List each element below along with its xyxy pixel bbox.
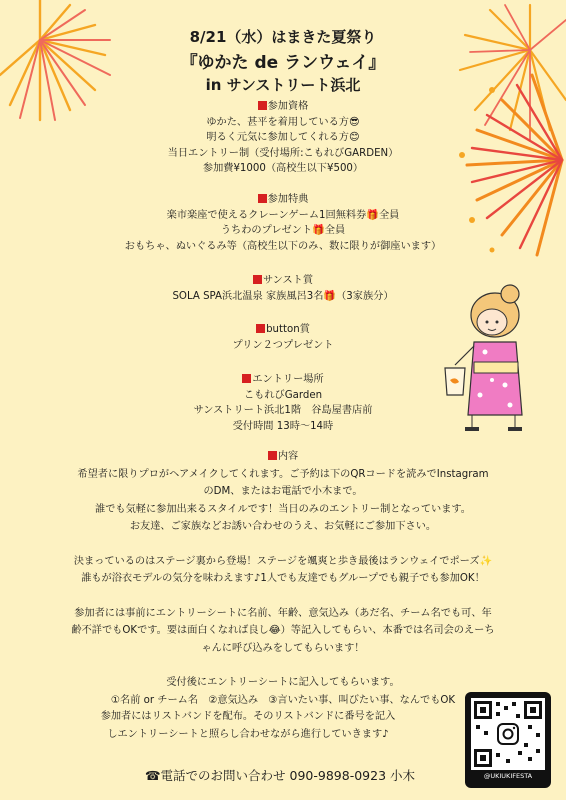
section-heading: 内容 — [0, 448, 566, 466]
red-square-icon — [268, 451, 277, 460]
section-line: 受付時間 13時〜14時 — [232, 420, 334, 432]
yukata-girl-illustration — [430, 280, 540, 435]
red-square-icon — [258, 194, 267, 203]
section-line: こもれびGarden — [243, 389, 323, 401]
red-square-icon — [242, 374, 251, 383]
section-eligibility — [0, 99, 566, 177]
content-line: お友達、ご家族などお誘い合わせのうえ、お気軽にご参加下さい。 — [129, 521, 437, 532]
section-line: 楽市楽座で使えるクレーンゲーム1回無料券🎁全員 — [166, 209, 400, 221]
section-line: うちわのプレゼント🎁全員 — [220, 225, 346, 236]
content-line: 誰でも気軽に参加出来るスタイルです！当日のみのエントリー制となっています。 — [95, 503, 471, 515]
content-line: しエントリーシートと照らし合わせながら進行していきます♪ — [107, 728, 389, 740]
section-benefits — [0, 192, 566, 254]
section-line: 明るく元気に参加してくれる方😊 — [206, 132, 360, 143]
section-heading: エントリー場所 — [0, 372, 566, 388]
section-heading: button賞 — [0, 322, 566, 338]
section-line: ゆかた、甚平を着用している方😎 — [206, 116, 360, 128]
instagram-handle: @UKIUKIFESTA — [483, 772, 533, 780]
content-line: 参加者にはリストバンドを配布。そのリストバンドに番号を記入 — [100, 711, 396, 722]
red-square-icon — [256, 324, 265, 333]
section-line: 当日エントリー制（受付場所:こもれびGARDEN） — [167, 147, 399, 159]
instagram-icon — [498, 724, 518, 744]
section-line: おもちゃ、ぬいぐるみ等（高校生以下のみ、数に限りが御座います） — [124, 240, 442, 252]
event-main-title: 『ゆかた de ランウェイ』 — [180, 53, 386, 73]
event-date-title: 8/21（水）はまきた夏祭り — [189, 28, 377, 46]
content-line: ゃんに呼び込みをしてもらいます！ — [201, 642, 365, 654]
content-line: ①名前 or チーム名 ②意気込み ③言いたい事、叫びたい事、なんでもOK — [110, 694, 456, 706]
red-square-icon — [253, 275, 262, 284]
content-line: 参加者には事前にエントリーシートに名前、年齢、意気込み（あだ名、チーム名でも可、年 — [74, 607, 492, 619]
content-line: 齢不詳でもOKです。要は面白くなれば良し😂）等記入してもらい、本番では名司会のえーち — [71, 625, 495, 636]
content-line: 決まっているのはステージ裏から登場！ステージを颯爽と歩き最後はランウェイでポーズ✨ — [73, 555, 493, 567]
content-wristband — [20, 708, 476, 743]
content-line: 希望者に限りプロがヘアメイクしてくれます。ご予約は下のQRコードを読みでInstagram — [77, 468, 489, 480]
qr-code[interactable] — [471, 698, 545, 770]
section-heading: 参加特典 — [0, 192, 566, 208]
section-heading: 参加資格 — [0, 99, 566, 115]
section-content — [0, 448, 566, 709]
section-line: SOLA SPA浜北温泉 家族風呂3名🎁（3家族分） — [172, 290, 394, 302]
section-line: プリン２つプレゼント — [232, 339, 334, 351]
content-line: 受付後にエントリーシートに記入してもらいます。 — [166, 677, 400, 688]
event-venue-title: in サンストリート浜北 — [205, 76, 361, 94]
content-line: 誰もが浴衣モデルの気分を味わえます♪1人でも友達でもグループでも親子でも参加OK！ — [81, 573, 485, 584]
section-line: サンストリート浜北1階 谷島屋書店前 — [193, 405, 373, 416]
content-line: のDM、またはお電話で小木まで。 — [203, 486, 363, 497]
section-line: 参加費¥1000（高校生以下¥500） — [202, 163, 364, 174]
red-square-icon — [258, 101, 267, 110]
phone-contact: ☎電話でのお問い合わせ 090-9898-0923 小木 — [144, 768, 416, 783]
section-heading: サンスト賞 — [0, 273, 566, 289]
instagram-qr-card[interactable] — [465, 692, 551, 788]
